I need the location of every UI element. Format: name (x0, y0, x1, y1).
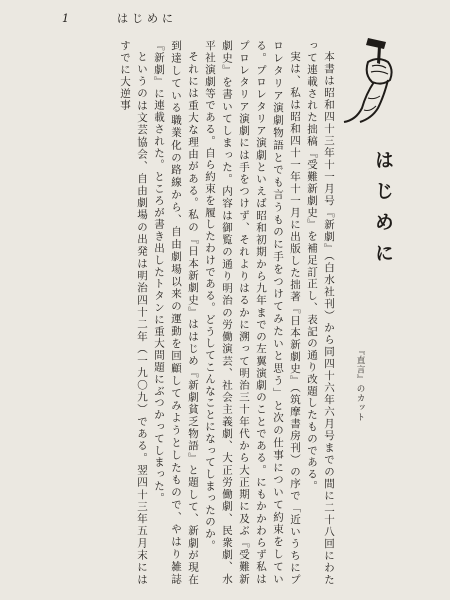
illustration-caption: 『直言』のカット (355, 346, 365, 422)
chapter-title: はじめに (372, 150, 394, 274)
paragraph: というのは文芸協会、自由劇場の出発は明治四十二年（一九〇九）である。翌四十三年五月末にはすでに大逆事 (119, 40, 148, 585)
paragraph: 本書は昭和四十三年十一月号『新劇』（白水社刊）から同四十六年六月号までの間に二十八回にわたって連載された拙稿『受難新劇史』を補足訂正し、表記の通り改題したものである。 (306, 40, 335, 585)
page-number: 1 (62, 12, 69, 25)
running-head (62, 10, 177, 26)
paragraph: 実は、私は昭和四十一年十一月に出版した拙著『日本新劇史』（筑摩書房刊）の序で「近いうちにプロレタリア演劇物語とでも言うものに手をつけてみたいと思う」と次の仕事について約束をしている。プロレタリア演劇といえば昭和初期から九年までの左翼演劇のことである。にもかかわらず私はプロレタリア演劇には手をつけず、それよりはるかに溯って明治三十年代から大正期に及ぶ『受難新劇史』を書いてしまった。内容は御覧の通り明治の労働演芸、社会主義劇、大正労働劇、民衆劇、水平社演劇等である。自ら約束を履したわけである。どうしてこんなことになってしまったのか。 (204, 40, 301, 585)
fist-with-hammer-icon (338, 34, 406, 124)
paragraph: それには重大な理由がある。私の『日本新劇史』ははじめ『新劇貧乏物語』と題して、新劇が現在到達している職業化の路線から、自由劇場以来の運動を回顧してみようとしたもので、やはり雑誌『新劇』に連載された。ところが書き出したトタンに重大問題にぶつかってしまった。 (153, 40, 199, 585)
body-text (57, 40, 337, 585)
fist-illustration-svg (338, 34, 406, 124)
running-head-chapter: はじめに (117, 12, 177, 25)
